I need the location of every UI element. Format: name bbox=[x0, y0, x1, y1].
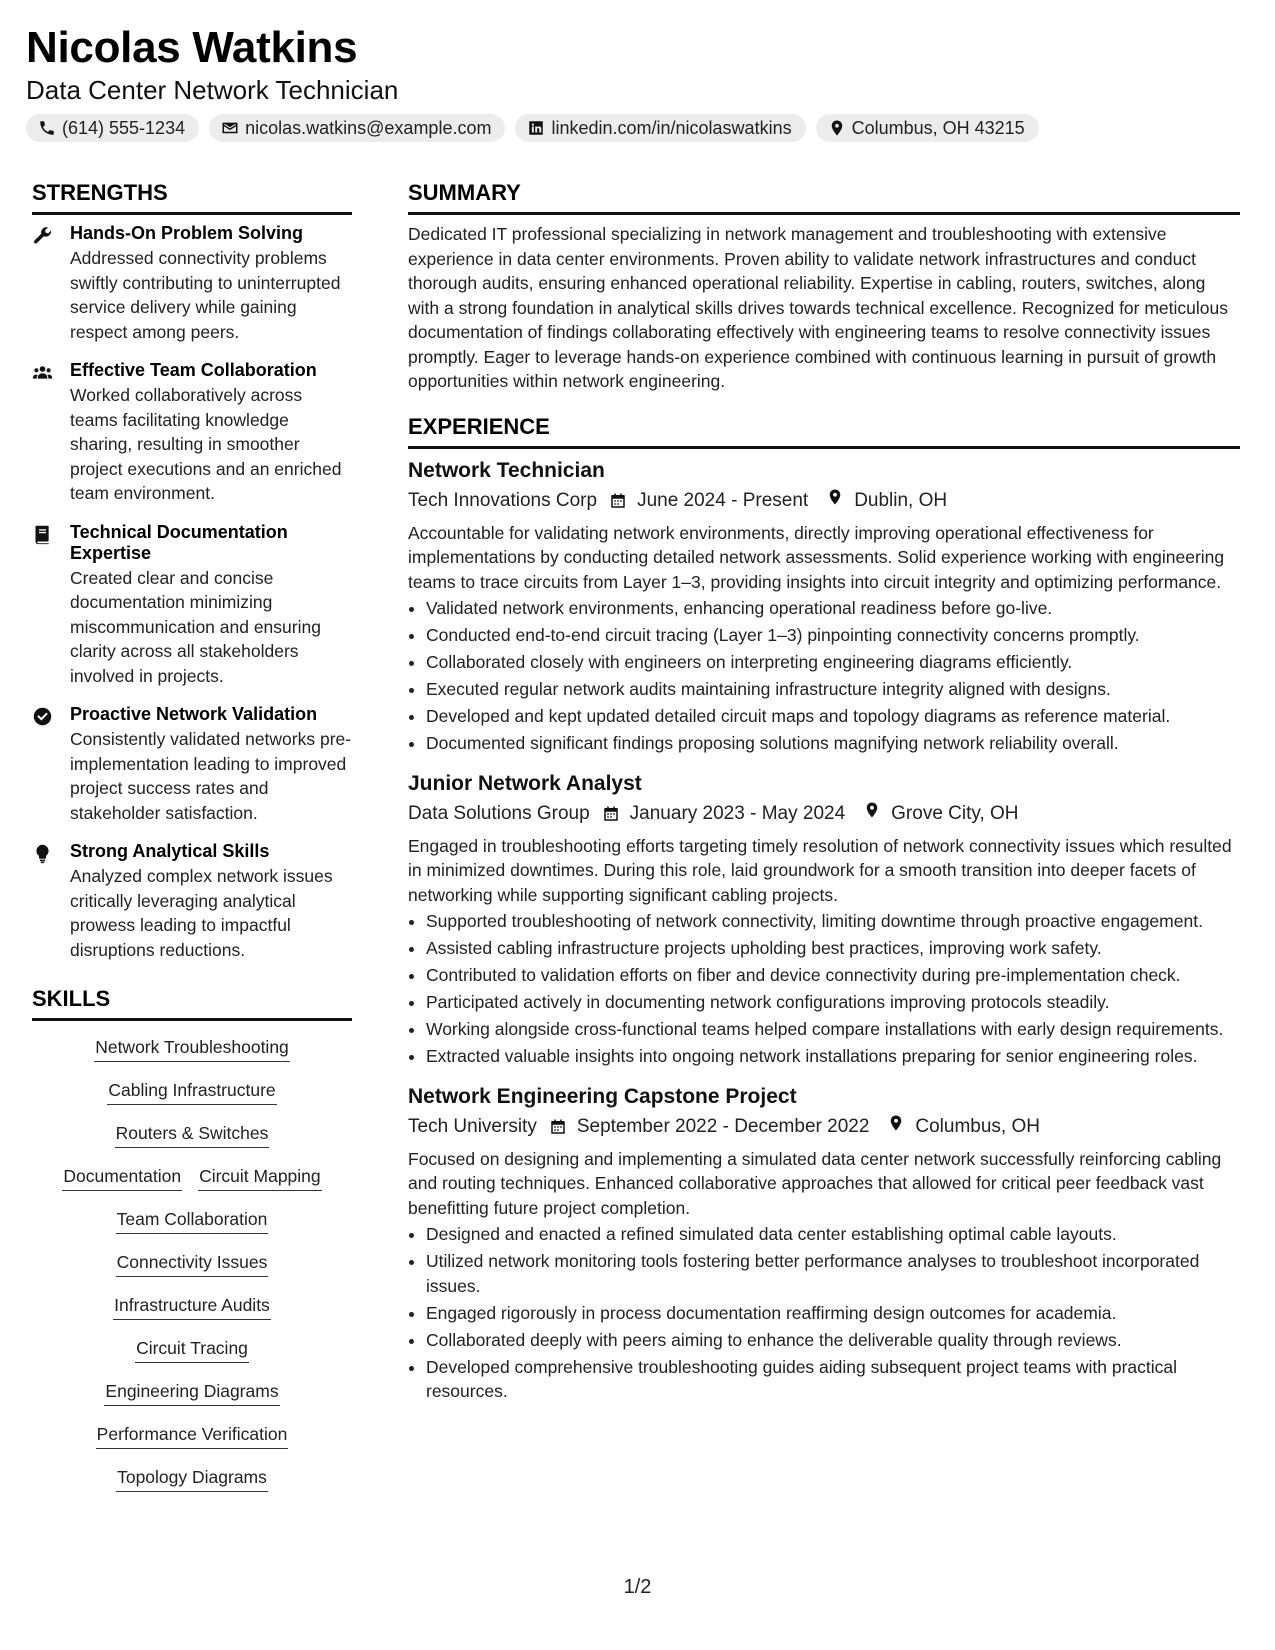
job-bullet: • Collaborated deeply with peers aiming to enhance the deliverable quality through reviews. bbox=[426, 1328, 1240, 1353]
candidate-role: Data Center Network Technician bbox=[26, 75, 399, 105]
summary-text: Dedicated IT professional specializing in network management and troubleshooting with extensive experience in data center environments. Proven ability to validate network infrastructures and conduct thorough audits, ensuring enhanced operational reliability. Expertise in cabling, routers, switches, along with a strong foundation in analytical skills drives towards technical excellence. Recognized for meticulous documentation of findings collaborating effectively with engineering teams to resolve connectivity issues promptly. Eager to leverage hands-on experience combined with continuous learning in pursuit of growth opportunities within network engineering. bbox=[408, 224, 1228, 391]
strengths-heading: STRENGTHS bbox=[32, 178, 352, 215]
strength-title: Proactive Network Validation bbox=[70, 704, 318, 724]
strength-item bbox=[32, 360, 352, 506]
map-pin-icon bbox=[828, 119, 846, 137]
left-column bbox=[32, 178, 352, 1492]
job-bullet: • Contributed to validation efforts on fiber and device connectivity during pre-implementation check. bbox=[426, 963, 1240, 988]
job-company: Tech Innovations Corp bbox=[408, 489, 598, 511]
job-bullet: • Supported troubleshooting of network connectivity, limiting downtime through proactive engagement. bbox=[426, 909, 1240, 934]
job-company: Data Solutions Group bbox=[408, 802, 590, 824]
skill-tag: Circuit Mapping bbox=[198, 1162, 322, 1191]
map-pin-icon bbox=[869, 1113, 915, 1141]
job-bullet: • Documented significant findings proposing solutions magnifying network reliability overall. bbox=[426, 731, 1240, 756]
job-title: Network Engineering Capstone Project bbox=[408, 1084, 797, 1108]
job-dates: June 2024 - Present bbox=[637, 489, 809, 511]
calendar-icon bbox=[549, 1118, 567, 1136]
map-pin-icon bbox=[845, 800, 891, 828]
job-bullets bbox=[408, 909, 1240, 1069]
contact-linkedin[interactable] bbox=[515, 114, 805, 142]
job-title: Junior Network Analyst bbox=[408, 771, 642, 795]
strength-description: Addressed connectivity problems swiftly contributing to uninterrupted service delivery while gaining respect among peers. bbox=[70, 248, 341, 342]
strength-description: Worked collaboratively across teams facilitating knowledge sharing, resulting in smoother project executions and an enriched team environment. bbox=[70, 385, 342, 503]
job-location: Grove City, OH bbox=[891, 802, 1019, 824]
job-location: Columbus, OH bbox=[915, 1115, 1040, 1137]
job-bullet: • Extracted valuable insights into ongoing network installations preparing for senior engineering roles. bbox=[426, 1044, 1240, 1069]
strength-description: Created clear and concise documentation minimizing miscommunication and ensuring clarity across all stakeholders involved in projects. bbox=[70, 567, 321, 686]
strength-item bbox=[32, 522, 352, 689]
job-title: Network Technician bbox=[408, 458, 605, 482]
job-bullet: • Validated network environments, enhancing operational readiness before go-live. bbox=[426, 596, 1240, 621]
strength-title: Hands-On Problem Solving bbox=[70, 223, 304, 243]
skill-tag: Network Troubleshooting bbox=[94, 1033, 290, 1062]
skill-tag: Documentation bbox=[62, 1162, 182, 1191]
skill-tag: Cabling Infrastructure bbox=[107, 1076, 276, 1105]
job-bullet: • Conducted end-to-end circuit tracing (Layer 1–3) pinpointing connectivity concerns promptly. bbox=[426, 623, 1240, 648]
contact-location-text: Columbus, OH 43215 bbox=[851, 117, 1025, 138]
job-bullet: • Developed and kept updated detailed circuit maps and topology diagrams as reference material. bbox=[426, 704, 1240, 729]
phone-icon bbox=[38, 119, 56, 137]
skill-tag: Engineering Diagrams bbox=[104, 1377, 279, 1406]
job-bullets bbox=[408, 596, 1240, 756]
job-bullet: • Collaborated closely with engineers on interpreting engineering diagrams efficiently. bbox=[426, 650, 1240, 675]
experience-heading: EXPERIENCE bbox=[408, 412, 1240, 449]
job-bullet: • Assisted cabling infrastructure projects upholding best practices, improving work safety. bbox=[426, 936, 1240, 961]
job-bullets bbox=[408, 1222, 1240, 1404]
strength-description: Analyzed complex network issues critically leveraging analytical prowess leading to impactful disruptions reductions. bbox=[70, 866, 333, 960]
job-dates: September 2022 - December 2022 bbox=[576, 1115, 870, 1137]
strength-title: Technical Documentation Expertise bbox=[70, 521, 288, 563]
contact-email[interactable] bbox=[209, 114, 505, 142]
strength-description: Consistently validated networks pre-implementation leading to improved project success rates and stakeholder satisfaction. bbox=[70, 729, 352, 823]
skill-tag: Infrastructure Audits bbox=[113, 1291, 271, 1320]
contact-bar bbox=[26, 114, 1039, 142]
strengths-list bbox=[32, 223, 352, 962]
strength-title: Strong Analytical Skills bbox=[70, 841, 270, 861]
wrench-icon bbox=[32, 225, 54, 247]
job-bullet: • Utilized network monitoring tools fostering better performance analyses to troubleshoot incorporated issues. bbox=[426, 1249, 1240, 1298]
book-icon bbox=[32, 524, 54, 546]
skill-tag: Team Collaboration bbox=[116, 1205, 269, 1234]
job-bullet: • Developed comprehensive troubleshooting guides aiding subsequent project teams with practical resources. bbox=[426, 1355, 1240, 1404]
job-company: Tech University bbox=[408, 1115, 537, 1137]
job-entry bbox=[408, 770, 1240, 1069]
users-icon bbox=[32, 362, 54, 384]
contact-phone[interactable] bbox=[26, 114, 199, 142]
calendar-icon bbox=[609, 492, 627, 510]
strength-item bbox=[32, 704, 352, 825]
job-entry bbox=[408, 1083, 1240, 1404]
candidate-name: Nicolas Watkins bbox=[26, 23, 358, 72]
page-number: 1/2 bbox=[623, 1576, 652, 1598]
strength-item bbox=[32, 223, 352, 344]
job-dates: January 2023 - May 2024 bbox=[629, 802, 846, 824]
job-location: Dublin, OH bbox=[854, 489, 948, 511]
contact-phone-text: (614) 555-1234 bbox=[62, 117, 186, 138]
job-bullet: • Engaged rigorously in process documentation reaffirming design outcomes for academia. bbox=[426, 1301, 1240, 1326]
skills-heading: SKILLS bbox=[32, 984, 352, 1021]
job-description: Engaged in troubleshooting efforts targeting timely resolution of network connectivity issues which resulted in minimized downtimes. During this role, laid groundwork for a smooth transition into deeper facets of networking while supporting significant cabling projects. bbox=[408, 835, 1232, 905]
job-bullet: • Participated actively in documenting network configurations improving protocols steadily. bbox=[426, 990, 1240, 1015]
envelope-icon bbox=[221, 119, 239, 137]
contact-email-text: nicolas.watkins@example.com bbox=[245, 117, 492, 138]
skill-tag: Connectivity Issues bbox=[116, 1248, 269, 1277]
strength-title: Effective Team Collaboration bbox=[70, 360, 317, 380]
right-column bbox=[408, 178, 1240, 1406]
contact-location bbox=[816, 114, 1039, 142]
strength-item bbox=[32, 841, 352, 962]
job-description: Accountable for validating network environments, directly improving operational effectiveness for implementations by conducting detailed network assessments. Solid experience working with engineering teams to trace circuits from Layer 1–3, providing insights into circuit integrity and optimizing performance. bbox=[408, 522, 1225, 592]
job-meta bbox=[408, 1113, 1240, 1141]
contact-linkedin-text: linkedin.com/in/nicolaswatkins bbox=[551, 117, 792, 138]
job-meta bbox=[408, 487, 1240, 515]
job-bullet: • Working alongside cross-functional teams helped compare installations with early design requirements. bbox=[426, 1017, 1240, 1042]
skill-tag: Performance Verification bbox=[96, 1420, 289, 1449]
map-pin-icon bbox=[808, 487, 854, 515]
skills-list bbox=[32, 1033, 352, 1492]
job-description: Focused on designing and implementing a simulated data center network successfully reinforcing cabling and routing techniques. Enhanced collaborative approaches that allowed for critical peer feedback vast benefitting future project completion. bbox=[408, 1148, 1222, 1218]
linkedin-icon bbox=[527, 119, 545, 137]
check-circle-icon bbox=[32, 706, 54, 728]
lightbulb-icon bbox=[32, 843, 54, 865]
calendar-icon bbox=[602, 805, 620, 823]
summary-heading: SUMMARY bbox=[408, 178, 1240, 215]
skill-tag: Circuit Tracing bbox=[135, 1334, 249, 1363]
job-bullet: • Executed regular network audits maintaining infrastructure integrity aligned with designs. bbox=[426, 677, 1240, 702]
skill-tag: Routers & Switches bbox=[115, 1119, 270, 1148]
job-bullet: • Designed and enacted a refined simulated data center establishing optimal cable layouts. bbox=[426, 1222, 1240, 1247]
job-entry bbox=[408, 457, 1240, 756]
skill-tag: Topology Diagrams bbox=[116, 1463, 268, 1492]
job-meta bbox=[408, 800, 1240, 828]
